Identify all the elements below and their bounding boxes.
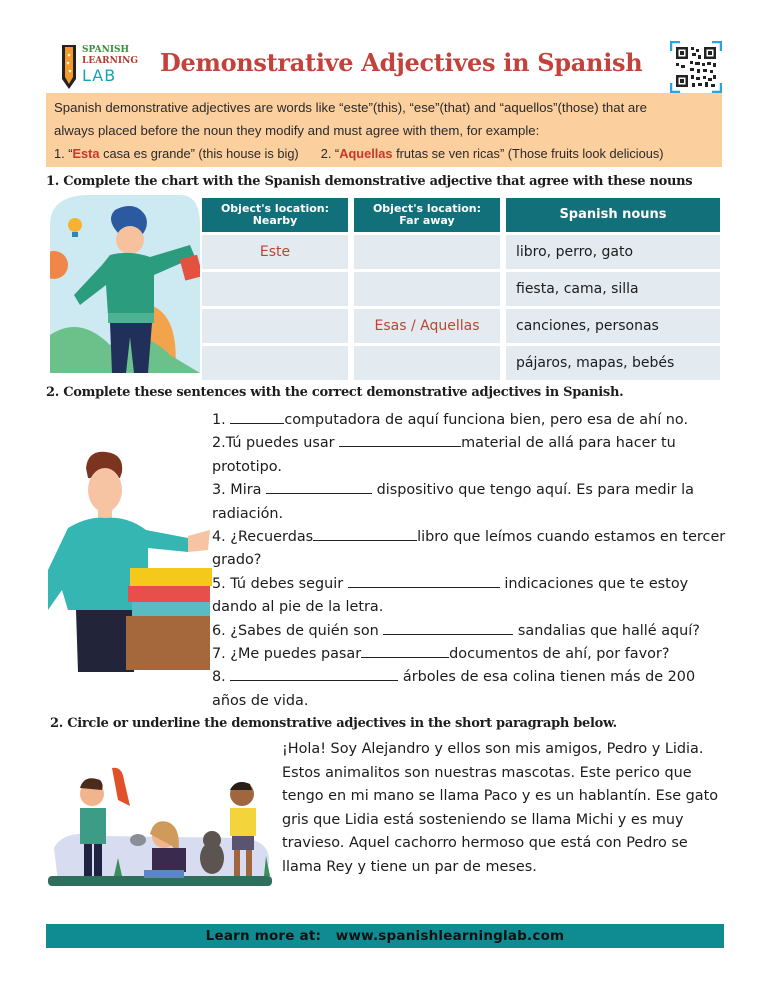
- section-3-heading: 2. Circle or underline the demonstrative adjectives in the short paragraph below.: [50, 716, 617, 731]
- answer-blank-3[interactable]: [266, 480, 372, 494]
- test-tube-icon: [60, 43, 78, 91]
- answer-blank-2[interactable]: [339, 433, 461, 447]
- reading-paragraph: ¡Hola! Soy Alejandro y ellos son mis amigos, Pedro y Lidia. Estos animalitos son nuestras mascotas. Este perico que tengo en mi mano se llama Paco y es un hablantín. Ese gato gris que Lidia está sosteniendo se llama Michi y es muy travieso. Aquel cachorro hermoso que está con Pedro se llama Rey y tiene un par de meses.: [282, 741, 719, 875]
- sentence-5: 5. Tú debes seguir indicaciones que te estoy dando al pie de la letra.: [212, 575, 689, 616]
- table-row: [202, 272, 722, 306]
- table-row: [202, 235, 722, 269]
- header: [46, 40, 726, 92]
- intro-examples: [54, 142, 714, 165]
- answer-blank-6[interactable]: [383, 621, 513, 635]
- man-with-books-illustration: [48, 450, 213, 672]
- intro-line-1: Spanish demonstrative adjectives are words like “este”(this), “ese”(that) and “aquellos”(those) that are: [54, 100, 647, 115]
- answer-blank-4[interactable]: [313, 527, 417, 541]
- logo-line-3: LAB: [82, 66, 117, 85]
- section-1-heading: 1. Complete the chart with the Spanish demonstrative adjective that agree with these nouns: [46, 174, 693, 189]
- section-2-heading: 2. Complete these sentences with the correct demonstrative adjectives in Spanish.: [46, 385, 624, 400]
- footer-banner: [46, 924, 724, 948]
- spanish-learning-lab-logo: [56, 43, 156, 93]
- answer-blank-5[interactable]: [348, 574, 500, 588]
- header-nearby: Object's location: Nearby: [202, 198, 348, 232]
- nearby-cell[interactable]: Este: [202, 235, 348, 269]
- boy-pointing-illustration: [50, 195, 200, 373]
- nouns-cell: fiesta, cama, silla: [506, 272, 720, 306]
- kids-with-pets-illustration: [44, 758, 276, 898]
- sentence-6: 6. ¿Sabes de quién son sandalias que hallé aquí?: [212, 622, 700, 639]
- example-2-highlight: Aquellas: [339, 146, 393, 161]
- nouns-cell: libro, perro, gato: [506, 235, 720, 269]
- sentence-2: 2.Tú puedes usar material de allá para hacer tu prototipo.: [212, 435, 676, 475]
- logo-line-2: LEARNING: [82, 56, 138, 66]
- sentence-1: 1. computadora de aquí funciona bien, pero esa de ahí no.: [212, 412, 689, 428]
- intro-box: [46, 93, 722, 167]
- sentence-3: 3. Mira dispositivo que tengo aquí. Es para medir la radiación.: [212, 482, 694, 522]
- logo-line-1: SPANISH: [82, 45, 130, 55]
- example-1: 1. “Esta casa es grande” (this house is big): [54, 146, 299, 161]
- footer-link-text[interactable]: Learn more at: www.spanishlearninglab.com: [205, 928, 565, 944]
- table-row: [202, 346, 722, 380]
- far-away-cell[interactable]: [354, 346, 500, 380]
- header-spanish-nouns: Spanish nouns: [506, 198, 720, 232]
- sentence-7: 7. ¿Me puedes pasar documentos de ahí, por favor?: [212, 646, 670, 663]
- nouns-cell: canciones, personas: [506, 309, 720, 343]
- example-2: 2. “Aquellas frutas se ven ricas” (Those fruits look delicious): [320, 146, 664, 161]
- nouns-cell: pájaros, mapas, bebés: [506, 346, 720, 380]
- intro-line-2: always placed before the noun they modify and must agree with them, for example:: [54, 123, 540, 138]
- header-far-away: Object's location: Far away: [354, 198, 500, 232]
- far-away-cell[interactable]: [354, 235, 500, 269]
- fill-in-sentences: [212, 409, 726, 713]
- nearby-cell[interactable]: [202, 346, 348, 380]
- sentence-8: 8. árboles de esa colina tienen más de 200 años de vida.: [212, 669, 696, 709]
- sentence-4: 4. ¿Recuerdas libro que leímos cuando estamos en tercer grado?: [212, 529, 726, 569]
- table-row: [202, 309, 722, 343]
- chart-header-row: [202, 198, 722, 232]
- far-away-cell[interactable]: [354, 272, 500, 306]
- adjectives-chart: [202, 198, 722, 380]
- example-1-highlight: Esta: [72, 146, 100, 161]
- far-away-cell[interactable]: Esas / Aquellas: [354, 309, 500, 343]
- answer-blank-8[interactable]: [230, 667, 398, 681]
- nearby-cell[interactable]: [202, 309, 348, 343]
- answer-blank-7[interactable]: [361, 644, 449, 658]
- qr-code-icon: [670, 41, 722, 93]
- page-title: Demonstrative Adjectives in Spanish: [160, 48, 643, 77]
- answer-blank-1[interactable]: [230, 410, 284, 424]
- nearby-cell[interactable]: [202, 272, 348, 306]
